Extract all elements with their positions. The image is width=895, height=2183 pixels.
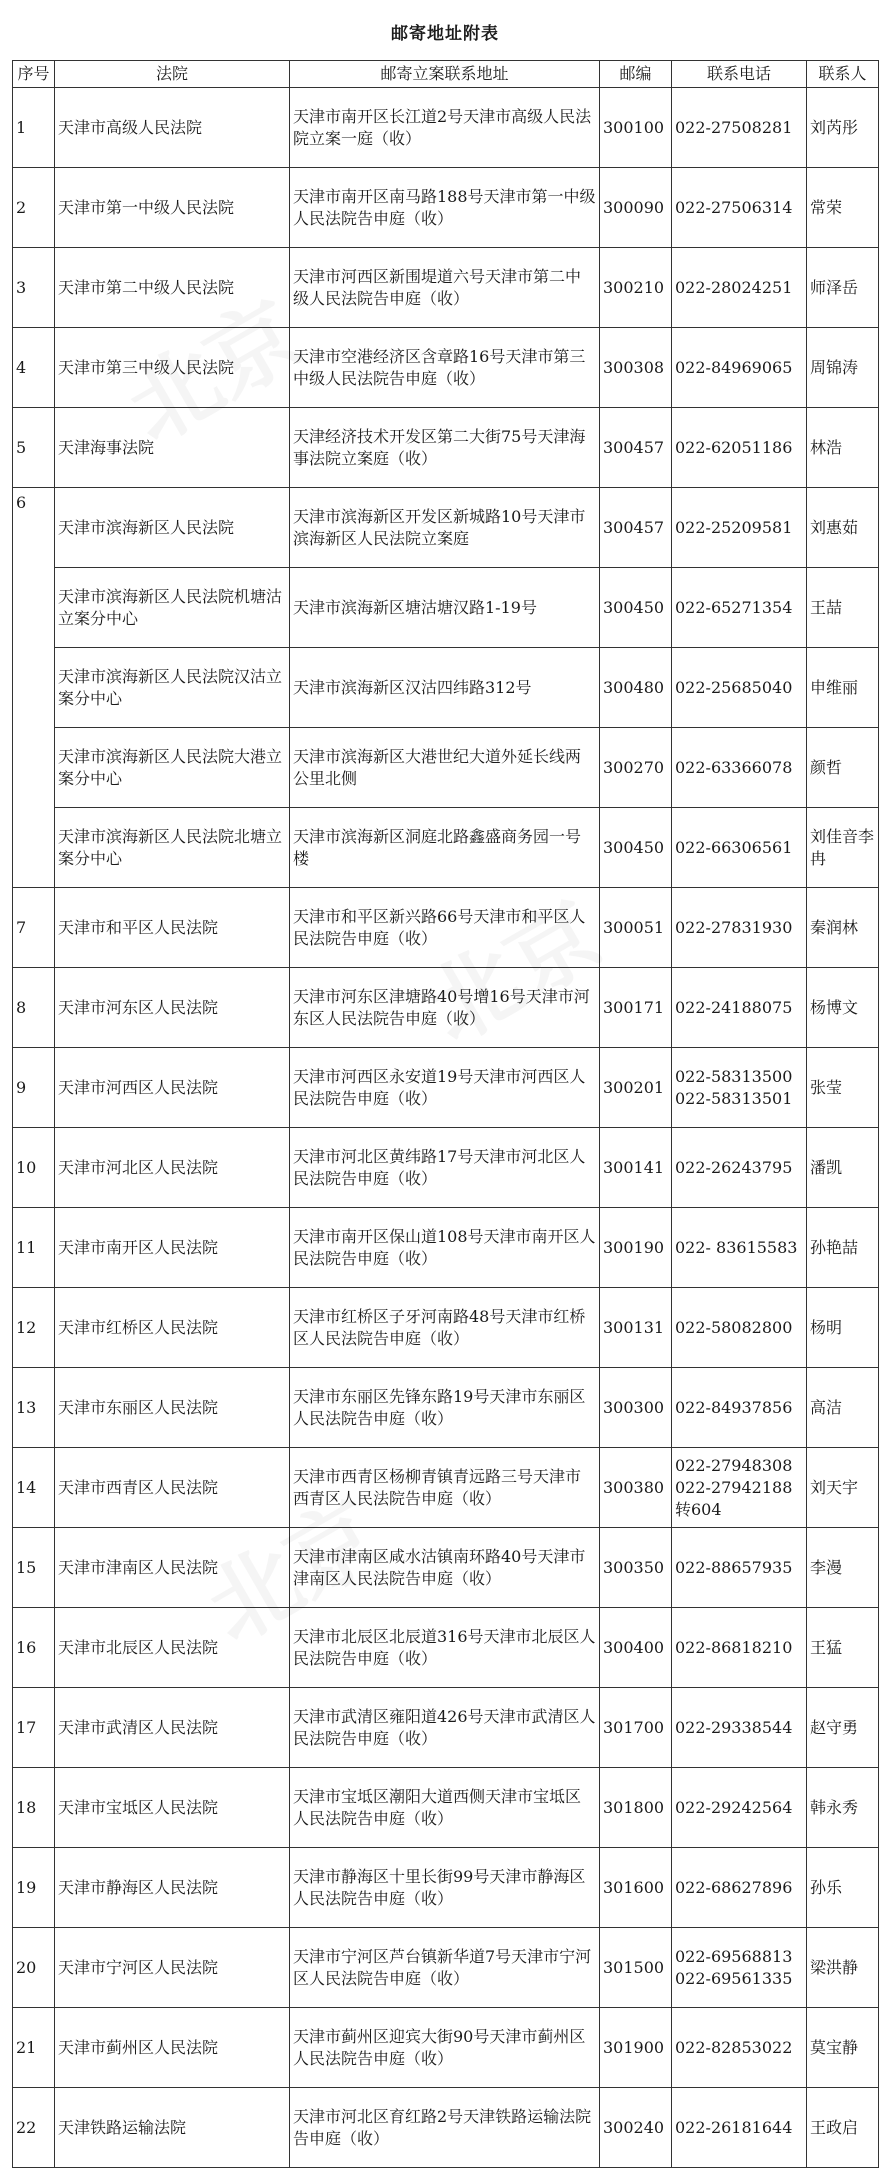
cell-postal: 301800 xyxy=(600,1768,672,1848)
cell-seq: 4 xyxy=(13,328,55,408)
table-row xyxy=(13,2088,879,2168)
cell-address: 天津市南开区保山道108号天津市南开区人民法院告申庭（收） xyxy=(290,1208,600,1288)
cell-court: 天津市东丽区人民法院 xyxy=(55,1368,290,1448)
cell-address: 天津经济技术开发区第二大街75号天津海事法院立案庭（收） xyxy=(290,408,600,488)
cell-phone: 022-25209581 xyxy=(672,488,807,568)
cell-court: 天津市武清区人民法院 xyxy=(55,1688,290,1768)
cell-contact: 刘佳音李冉 xyxy=(807,808,879,888)
cell-phone: 022-28024251 xyxy=(672,248,807,328)
cell-contact: 刘惠茹 xyxy=(807,488,879,568)
cell-phone: 022-88657935 xyxy=(672,1528,807,1608)
table-row xyxy=(13,1368,879,1448)
cell-address: 天津市和平区新兴路66号天津市和平区人民法院告申庭（收） xyxy=(290,888,600,968)
cell-court: 天津市滨海新区人民法院机塘沽立案分中心 xyxy=(55,568,290,648)
table-row xyxy=(13,1528,879,1608)
cell-contact: 杨博文 xyxy=(807,968,879,1048)
cell-address: 天津市南开区长江道2号天津市高级人民法院立案一庭（收） xyxy=(290,88,600,168)
header-address: 邮寄立案联系地址 xyxy=(290,61,600,88)
cell-phone: 022-84969065 xyxy=(672,328,807,408)
cell-postal: 300308 xyxy=(600,328,672,408)
table-row xyxy=(13,408,879,488)
cell-court: 天津海事法院 xyxy=(55,408,290,488)
cell-contact: 潘凯 xyxy=(807,1128,879,1208)
cell-contact: 李漫 xyxy=(807,1528,879,1608)
cell-address: 天津市西青区杨柳青镇青远路三号天津市西青区人民法院告申庭（收） xyxy=(290,1448,600,1528)
cell-address: 天津市河北区黄纬路17号天津市河北区人民法院告申庭（收） xyxy=(290,1128,600,1208)
cell-phone: 022-66306561 xyxy=(672,808,807,888)
cell-address: 天津市红桥区子牙河南路48号天津市红桥区人民法院告申庭（收） xyxy=(290,1288,600,1368)
cell-address: 天津市空港经济区含章路16号天津市第三中级人民法院告申庭（收） xyxy=(290,328,600,408)
header-postal: 邮编 xyxy=(600,61,672,88)
cell-address: 天津市滨海新区大港世纪大道外延长线两公里北侧 xyxy=(290,728,600,808)
cell-seq: 22 xyxy=(13,2088,55,2168)
table-row xyxy=(13,568,879,648)
cell-address: 天津市东丽区先锋东路19号天津市东丽区人民法院告申庭（收） xyxy=(290,1368,600,1448)
cell-contact: 颜哲 xyxy=(807,728,879,808)
table-row xyxy=(13,248,879,328)
cell-contact: 常荣 xyxy=(807,168,879,248)
cell-court: 天津市滨海新区人民法院 xyxy=(55,488,290,568)
table-row xyxy=(13,1288,879,1368)
header-court: 法院 xyxy=(55,61,290,88)
cell-court: 天津市第三中级人民法院 xyxy=(55,328,290,408)
cell-postal: 300480 xyxy=(600,648,672,728)
address-table xyxy=(12,60,879,2168)
cell-phone: 022-62051186 xyxy=(672,408,807,488)
cell-phone: 022-58082800 xyxy=(672,1288,807,1368)
cell-seq: 21 xyxy=(13,2008,55,2088)
table-row xyxy=(13,1128,879,1208)
cell-postal: 300210 xyxy=(600,248,672,328)
cell-address: 天津市河北区育红路2号天津铁路运输法院告申庭（收） xyxy=(290,2088,600,2168)
cell-contact: 孙艳喆 xyxy=(807,1208,879,1288)
cell-seq: 19 xyxy=(13,1848,55,1928)
cell-phone: 022-69568813 022-69561335 xyxy=(672,1928,807,2008)
header-seq: 序号 xyxy=(13,61,55,88)
cell-postal: 301500 xyxy=(600,1928,672,2008)
cell-phone: 022-27831930 xyxy=(672,888,807,968)
table-row xyxy=(13,328,879,408)
cell-court: 天津市滨海新区人民法院北塘立案分中心 xyxy=(55,808,290,888)
cell-postal: 301600 xyxy=(600,1848,672,1928)
table-row xyxy=(13,1208,879,1288)
cell-seq: 14 xyxy=(13,1448,55,1528)
cell-court: 天津市宝坻区人民法院 xyxy=(55,1768,290,1848)
cell-postal: 300457 xyxy=(600,408,672,488)
cell-address: 天津市南开区南马路188号天津市第一中级人民法院告申庭（收） xyxy=(290,168,600,248)
cell-seq: 6 xyxy=(13,488,55,888)
cell-contact: 张莹 xyxy=(807,1048,879,1128)
table-row xyxy=(13,728,879,808)
cell-seq: 7 xyxy=(13,888,55,968)
cell-phone: 022-86818210 xyxy=(672,1608,807,1688)
cell-court: 天津市第一中级人民法院 xyxy=(55,168,290,248)
cell-contact: 莫宝静 xyxy=(807,2008,879,2088)
cell-phone: 022-58313500 022-58313501 xyxy=(672,1048,807,1128)
cell-contact: 王政启 xyxy=(807,2088,879,2168)
cell-court: 天津市河北区人民法院 xyxy=(55,1128,290,1208)
cell-address: 天津市河西区永安道19号天津市河西区人民法院告申庭（收） xyxy=(290,1048,600,1128)
cell-contact: 秦润林 xyxy=(807,888,879,968)
cell-address: 天津市津南区咸水沽镇南环路40号天津市津南区人民法院告申庭（收） xyxy=(290,1528,600,1608)
cell-postal: 300350 xyxy=(600,1528,672,1608)
cell-postal: 300131 xyxy=(600,1288,672,1368)
document-page xyxy=(12,8,878,2168)
cell-seq: 2 xyxy=(13,168,55,248)
cell-address: 天津市宝坻区潮阳大道西侧天津市宝坻区人民法院告申庭（收） xyxy=(290,1768,600,1848)
cell-contact: 王猛 xyxy=(807,1608,879,1688)
cell-court: 天津铁路运输法院 xyxy=(55,2088,290,2168)
cell-court: 天津市河西区人民法院 xyxy=(55,1048,290,1128)
cell-postal: 301900 xyxy=(600,2008,672,2088)
cell-phone: 022-26243795 xyxy=(672,1128,807,1208)
table-row xyxy=(13,1608,879,1688)
table-row xyxy=(13,1688,879,1768)
cell-phone: 022-29242564 xyxy=(672,1768,807,1848)
cell-phone: 022-26181644 xyxy=(672,2088,807,2168)
cell-seq: 11 xyxy=(13,1208,55,1288)
cell-address: 天津市武清区雍阳道426号天津市武清区人民法院告申庭（收） xyxy=(290,1688,600,1768)
table-row xyxy=(13,808,879,888)
table-row xyxy=(13,1048,879,1128)
cell-court: 天津市南开区人民法院 xyxy=(55,1208,290,1288)
cell-court: 天津市静海区人民法院 xyxy=(55,1848,290,1928)
header-contact: 联系人 xyxy=(807,61,879,88)
cell-postal: 300171 xyxy=(600,968,672,1048)
cell-address: 天津市滨海新区洞庭北路鑫盛商务园一号楼 xyxy=(290,808,600,888)
cell-address: 天津市河西区新围堤道六号天津市第二中级人民法院告申庭（收） xyxy=(290,248,600,328)
cell-contact: 高洁 xyxy=(807,1368,879,1448)
cell-address: 天津市滨海新区塘沽塘汉路1-19号 xyxy=(290,568,600,648)
cell-address: 天津市滨海新区汉沽四纬路312号 xyxy=(290,648,600,728)
cell-court: 天津市西青区人民法院 xyxy=(55,1448,290,1528)
cell-court: 天津市河东区人民法院 xyxy=(55,968,290,1048)
table-row xyxy=(13,888,879,968)
cell-phone: 022-65271354 xyxy=(672,568,807,648)
cell-contact: 申维丽 xyxy=(807,648,879,728)
cell-court: 天津市滨海新区人民法院汉沽立案分中心 xyxy=(55,648,290,728)
cell-postal: 300270 xyxy=(600,728,672,808)
cell-contact: 林浩 xyxy=(807,408,879,488)
cell-contact: 刘天宇 xyxy=(807,1448,879,1528)
cell-seq: 15 xyxy=(13,1528,55,1608)
cell-seq: 1 xyxy=(13,88,55,168)
cell-seq: 18 xyxy=(13,1768,55,1848)
cell-phone: 022-27948308 022-27942188转604 xyxy=(672,1448,807,1528)
cell-postal: 300201 xyxy=(600,1048,672,1128)
cell-court: 天津市第二中级人民法院 xyxy=(55,248,290,328)
cell-contact: 韩永秀 xyxy=(807,1768,879,1848)
table-row xyxy=(13,1848,879,1928)
cell-contact: 孙乐 xyxy=(807,1848,879,1928)
cell-contact: 赵守勇 xyxy=(807,1688,879,1768)
cell-contact: 王喆 xyxy=(807,568,879,648)
table-row xyxy=(13,88,879,168)
cell-seq: 12 xyxy=(13,1288,55,1368)
cell-address: 天津市滨海新区开发区新城路10号天津市滨海新区人民法院立案庭 xyxy=(290,488,600,568)
cell-contact: 杨明 xyxy=(807,1288,879,1368)
table-title: 邮寄地址附表 xyxy=(391,24,499,44)
cell-phone: 022-24188075 xyxy=(672,968,807,1048)
cell-phone: 022-27508281 xyxy=(672,88,807,168)
cell-contact: 周锦涛 xyxy=(807,328,879,408)
cell-contact: 师泽岳 xyxy=(807,248,879,328)
cell-seq: 10 xyxy=(13,1128,55,1208)
header-phone: 联系电话 xyxy=(672,61,807,88)
header-row xyxy=(13,61,879,88)
table-row xyxy=(13,168,879,248)
cell-phone: 022-29338544 xyxy=(672,1688,807,1768)
cell-address: 天津市静海区十里长街99号天津市静海区人民法院告申庭（收） xyxy=(290,1848,600,1928)
cell-seq: 9 xyxy=(13,1048,55,1128)
cell-postal: 300300 xyxy=(600,1368,672,1448)
table-body xyxy=(13,88,879,2168)
cell-postal: 300457 xyxy=(600,488,672,568)
cell-seq: 5 xyxy=(13,408,55,488)
cell-court: 天津市滨海新区人民法院大港立案分中心 xyxy=(55,728,290,808)
table-row xyxy=(13,648,879,728)
cell-seq: 17 xyxy=(13,1688,55,1768)
cell-postal: 300240 xyxy=(600,2088,672,2168)
cell-postal: 300090 xyxy=(600,168,672,248)
cell-address: 天津市河东区津塘路40号增16号天津市河东区人民法院告申庭（收） xyxy=(290,968,600,1048)
cell-court: 天津市高级人民法院 xyxy=(55,88,290,168)
cell-phone: 022-84937856 xyxy=(672,1368,807,1448)
cell-seq: 3 xyxy=(13,248,55,328)
cell-phone: 022-27506314 xyxy=(672,168,807,248)
cell-postal: 301700 xyxy=(600,1688,672,1768)
cell-phone: 022- 83615583 xyxy=(672,1208,807,1288)
cell-court: 天津市蓟州区人民法院 xyxy=(55,2008,290,2088)
table-row xyxy=(13,1928,879,2008)
cell-address: 天津市北辰区北辰道316号天津市北辰区人民法院告申庭（收） xyxy=(290,1608,600,1688)
table-row xyxy=(13,2008,879,2088)
cell-phone: 022-63366078 xyxy=(672,728,807,808)
cell-seq: 16 xyxy=(13,1608,55,1688)
cell-court: 天津市和平区人民法院 xyxy=(55,888,290,968)
cell-address: 天津市宁河区芦台镇新华道7号天津市宁河区人民法院告申庭（收） xyxy=(290,1928,600,2008)
cell-phone: 022-82853022 xyxy=(672,2008,807,2088)
cell-postal: 300450 xyxy=(600,568,672,648)
cell-phone: 022-68627896 xyxy=(672,1848,807,1928)
cell-postal: 300100 xyxy=(600,88,672,168)
cell-postal: 300141 xyxy=(600,1128,672,1208)
cell-postal: 300450 xyxy=(600,808,672,888)
cell-postal: 300190 xyxy=(600,1208,672,1288)
cell-phone: 022-25685040 xyxy=(672,648,807,728)
cell-postal: 300380 xyxy=(600,1448,672,1528)
table-row xyxy=(13,488,879,568)
cell-seq: 20 xyxy=(13,1928,55,2008)
cell-court: 天津市红桥区人民法院 xyxy=(55,1288,290,1368)
cell-contact: 梁洪静 xyxy=(807,1928,879,2008)
cell-seq: 13 xyxy=(13,1368,55,1448)
table-row xyxy=(13,968,879,1048)
cell-court: 天津市北辰区人民法院 xyxy=(55,1608,290,1688)
cell-court: 天津市宁河区人民法院 xyxy=(55,1928,290,2008)
cell-postal: 300051 xyxy=(600,888,672,968)
table-row xyxy=(13,1768,879,1848)
cell-contact: 刘芮彤 xyxy=(807,88,879,168)
cell-court: 天津市津南区人民法院 xyxy=(55,1528,290,1608)
table-row xyxy=(13,1448,879,1528)
cell-postal: 300400 xyxy=(600,1608,672,1688)
cell-address: 天津市蓟州区迎宾大街90号天津市蓟州区人民法院告申庭（收） xyxy=(290,2008,600,2088)
cell-seq: 8 xyxy=(13,968,55,1048)
